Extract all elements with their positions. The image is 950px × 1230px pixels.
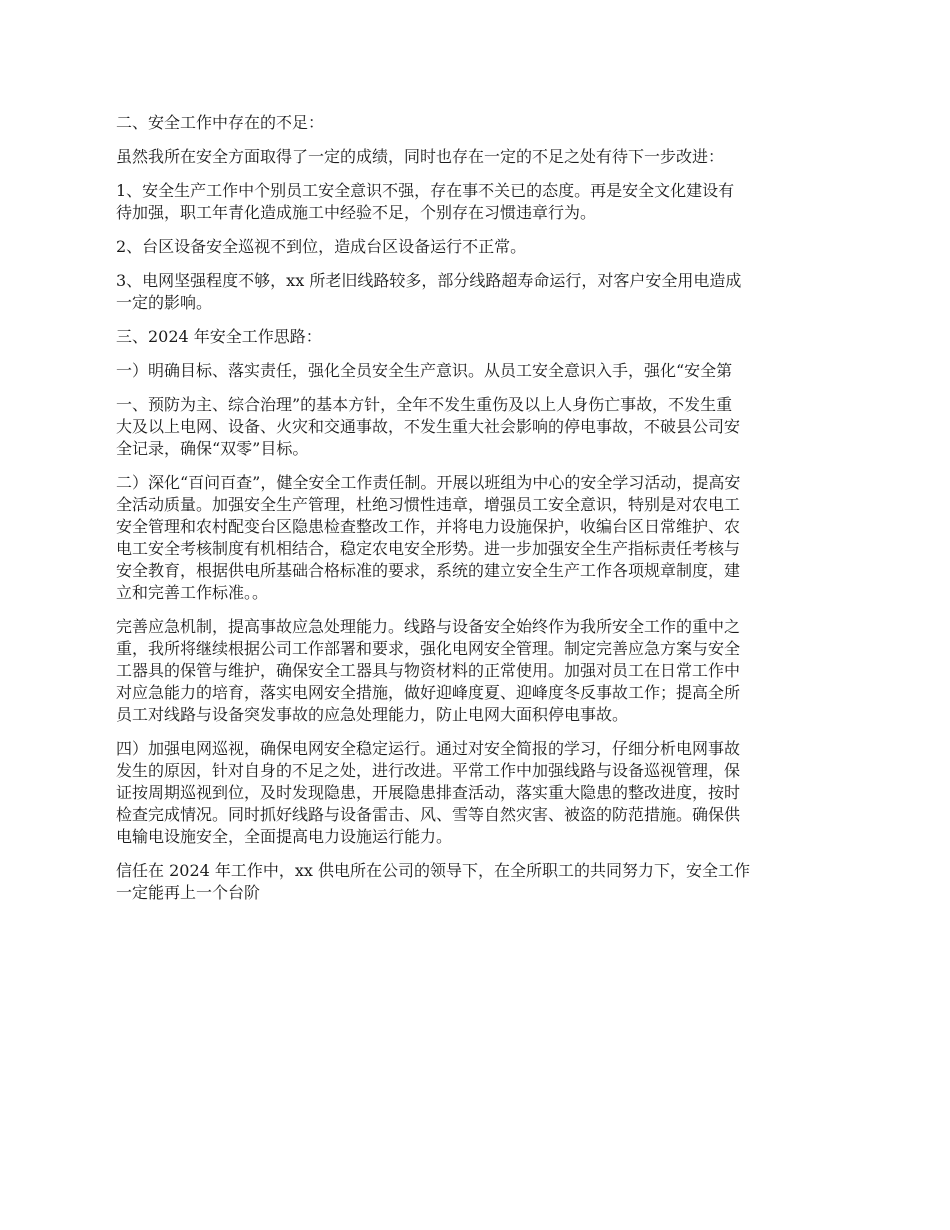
- paragraph-plan-1-start: 一）明确目标、落实责任，强化全员安全生产意识。从员工安全意识入手，强化“安全第: [116, 361, 733, 380]
- paragraph-plan-4: 四）加强电网巡视，确保电网安全稳定运行。通过对安全简报的学习，仔细分析电网事故 发生的原因，针对自身的不足之处，进行改进。平常工作中加强线路与设备巡视管理，保 证按周期巡视到位，及时发现隐患，开展隐患排查活动，落实重大隐患的整改进度，按时 检查完成情况。同时抓好线路与设备雷击、风、雪等自然灾害、被盗的防范措施。确保供 电输电设施安全，全面提高电力设施运行能力。: [116, 739, 741, 846]
- paragraph-item-3: 3、电网坚强程度不够，xx 所老旧线路较多，部分线路超寿命运行，对客户安全用电造成 一定的影响。: [116, 271, 742, 312]
- section-heading-plan: 三、2024 年安全工作思路：: [116, 327, 322, 346]
- paragraph-conclusion: 信任在 2024 年工作中，xx 供电所在公司的领导下，在全所职工的共同努力下，安全工作 一定能再上一个台阶: [116, 861, 751, 902]
- paragraph-intro: 虽然我所在安全方面取得了一定的成绩，同时也存在一定的不足之处有待下一步改进：: [116, 147, 725, 166]
- paragraph-plan-1-cont: 一、预防为主、综合治理”的基本方针，全年不发生重伤及以上人身伤亡事故，不发生重 大及以上电网、设备、火灾和交通事故，不发生重大社会影响的停电事故，不破县公司安 全记录，确保“双零”目标。: [116, 395, 741, 458]
- paragraph-item-1: 1、安全生产工作中个别员工安全意识不强，存在事不关已的态度。再是安全文化建设有 待加强，职工年青化造成施工中经验不足，个别存在习惯违章行为。: [116, 181, 735, 222]
- paragraph-plan-3: 完善应急机制，提高事故应急处理能力。线路与设备安全始终作为我所安全工作的重中之 重，我所将继续根据公司工作部署和要求，强化电网安全管理。制定完善应急方案与安全 工器具的保管与维护，确保安全工器具与物资材料的正常使用。加强对员工在日常工作中 对应急能力的培育，落实电网安全措施，做好迎峰度夏、迎峰度冬反事故工作；提高全所 员工对线路与设备突发事故的应急处理能力，防止电网大面积停电事故。: [116, 617, 741, 724]
- paragraph-plan-2: 二）深化“百问百查”，健全安全工作责任制。开展以班组为中心的安全学习活动，提高安 全活动质量。加强安全生产管理，杜绝习惯性违章，增强员工安全意识，特别是对农电工 安全管理和农村配变台区隐患检查整改工作，并将电力设施保护，收编台区日常维护、农 电工安全考核制度有机相结合，稳定农电安全形势。进一步加强安全生产指标责任考核与 安全教育，根据供电所基础合格标准的要求，系统的建立安全生产工作各项规章制度，建 立和完善工作标准。。: [116, 473, 741, 602]
- document-body: [116, 112, 836, 916]
- paragraph-item-2: 2、台区设备安全巡视不到位，造成台区设备运行不正常。: [116, 237, 527, 256]
- section-heading-shortcomings: 二、安全工作中存在的不足：: [116, 113, 325, 132]
